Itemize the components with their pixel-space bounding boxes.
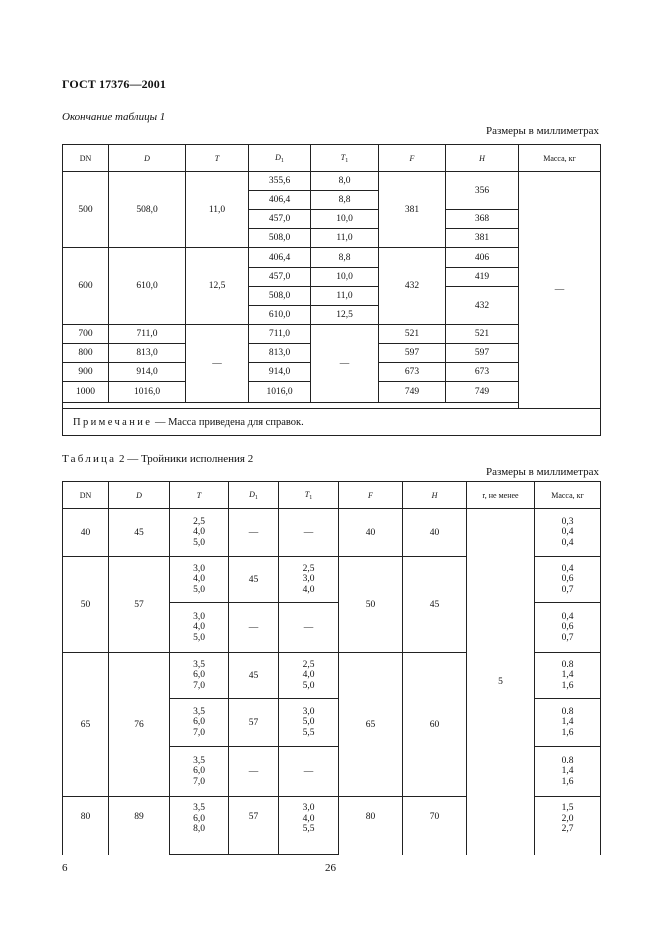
cell-d: 914,0 [109,363,186,382]
cell-h: 673 [446,363,519,382]
cell-d: 508,0 [109,172,186,248]
cell-d: 45 [109,509,170,557]
header-r: r, не менее [467,482,535,509]
table2 [62,481,601,855]
header-mass: Масса, кг [535,482,601,509]
cell-h: 40 [403,509,467,557]
page-number-center: 26 [325,862,336,874]
cell-d1: 355,6 [249,172,311,191]
table1-continuation-label: Окончание таблицы 1 [62,111,166,123]
table2-units: Размеры в миллиметрах [486,466,599,478]
header-f: F [339,482,403,509]
header-t: T [170,482,229,509]
table1-header-row [63,145,601,172]
header-dn: DN [63,482,109,509]
cell-h: 419 [446,268,519,287]
cell-t1: 12,5 [311,306,379,325]
cell-d1: — [229,603,279,653]
header-f: F [379,145,446,172]
cell-f: 597 [379,344,446,363]
cell-mass: 0.8 1,4 1,6 [535,747,601,797]
table1-units: Размеры в миллиметрах [486,125,599,137]
cell-d: 89 [109,797,170,855]
cell-d: 813,0 [109,344,186,363]
document-id: ГОСТ 17376—2001 [62,77,166,91]
cell-f: 749 [379,382,446,403]
cell-d: 610,0 [109,248,186,325]
cell-t: 3,5 6,0 8,0 [170,797,229,855]
cell-d: 711,0 [109,325,186,344]
cell-t: — [186,325,249,403]
cell-f: 432 [379,248,446,325]
cell-t1: — [279,747,339,797]
cell-t1: 10,0 [311,210,379,229]
cell-d: 57 [109,557,170,653]
cell-d1: — [229,747,279,797]
cell-dn: 700 [63,325,109,344]
header-d: D [109,482,170,509]
cell-d1: 914,0 [249,363,311,382]
cell-d1: 406,4 [249,191,311,210]
table2-title: Таблица 2 — Тройники исполнения 2 [62,453,254,465]
cell-d1: 508,0 [249,229,311,248]
cell-d1: 508,0 [249,287,311,306]
cell-mass: 0,4 0,6 0,7 [535,557,601,603]
cell-f: 40 [339,509,403,557]
cell-t1: — [279,603,339,653]
table-row [63,509,601,557]
table1-note: Примечание — Масса приведена для справок. [63,409,601,436]
cell-mass: 0.8 1,4 1,6 [535,653,601,699]
cell-r: 5 [467,509,535,855]
cell-t1: 11,0 [311,287,379,306]
cell-h: 406 [446,248,519,268]
cell-h: 70 [403,797,467,855]
header-mass: Масса, кг [519,145,601,172]
table2-header-row [63,482,601,509]
table-row [63,172,601,191]
cell-dn: 500 [63,172,109,248]
cell-t1: 3,0 4,0 5,5 [279,797,339,855]
cell-h: 45 [403,557,467,653]
cell-t: 2,5 4,0 5,0 [170,509,229,557]
cell-d1: 45 [229,653,279,699]
cell-d1: 457,0 [249,268,311,287]
cell-t: 11,0 [186,172,249,248]
cell-dn: 900 [63,363,109,382]
cell-t1: 3,0 5,0 5,5 [279,699,339,747]
cell-t: 3,0 4,0 5,0 [170,557,229,603]
table1 [62,144,601,436]
cell-t1: — [279,509,339,557]
cell-t1: — [311,325,379,403]
cell-f: 50 [339,557,403,653]
header-d: D [109,145,186,172]
cell-t1: 2,5 3,0 4,0 [279,557,339,603]
header-t1: $T_1$ [311,145,379,172]
cell-d1: 45 [229,557,279,603]
cell-f: 80 [339,797,403,855]
cell-dn: 80 [63,797,109,855]
cell-dn: 600 [63,248,109,325]
cell-d1: 711,0 [249,325,311,344]
cell-t: 12,5 [186,248,249,325]
header-h: H [446,145,519,172]
cell-mass: — [519,172,601,409]
cell-t: 3,5 6,0 7,0 [170,699,229,747]
cell-t: 3,0 4,0 5,0 [170,603,229,653]
cell-d: 76 [109,653,170,797]
header-h: H [403,482,467,509]
header-dn: DN [63,145,109,172]
cell-mass: 0,4 0,6 0,7 [535,603,601,653]
header-d1: $D_1$ [249,145,311,172]
cell-t: 3,5 6,0 7,0 [170,653,229,699]
cell-h: 356 [446,172,519,210]
cell-d1: 610,0 [249,306,311,325]
cell-f: 521 [379,325,446,344]
cell-dn: 1000 [63,382,109,403]
cell-f: 381 [379,172,446,248]
cell-t1: 8,8 [311,191,379,210]
table1-note-row [63,409,601,436]
cell-dn: 800 [63,344,109,363]
cell-f: 673 [379,363,446,382]
cell-d1: 57 [229,699,279,747]
cell-d1: 406,4 [249,248,311,268]
cell-d1: 57 [229,797,279,855]
cell-d: 1016,0 [109,382,186,403]
cell-d1: — [229,509,279,557]
cell-t: 3,5 6,0 7,0 [170,747,229,797]
cell-h: 60 [403,653,467,797]
header-d1: $D_1$ [229,482,279,509]
cell-h: 368 [446,210,519,229]
cell-dn: 40 [63,509,109,557]
cell-mass: 0,3 0,4 0,4 [535,509,601,557]
cell-t1: 8,0 [311,172,379,191]
header-t: T [186,145,249,172]
cell-h: 381 [446,229,519,248]
cell-h: 597 [446,344,519,363]
cell-h: 749 [446,382,519,403]
cell-t1: 11,0 [311,229,379,248]
cell-t1: 8,8 [311,248,379,268]
cell-mass: 0.8 1,4 1,6 [535,699,601,747]
page-number-left: 6 [62,862,68,874]
cell-t1: 10,0 [311,268,379,287]
cell-h: 521 [446,325,519,344]
cell-d1: 1016,0 [249,382,311,403]
cell-dn: 50 [63,557,109,653]
cell-d1: 457,0 [249,210,311,229]
cell-mass: 1,5 2,0 2,7 [535,797,601,855]
cell-d1: 813,0 [249,344,311,363]
cell-dn: 65 [63,653,109,797]
cell-f: 65 [339,653,403,797]
cell-t1: 2,5 4,0 5,0 [279,653,339,699]
header-t1: $T_1$ [279,482,339,509]
cell-h: 432 [446,287,519,325]
